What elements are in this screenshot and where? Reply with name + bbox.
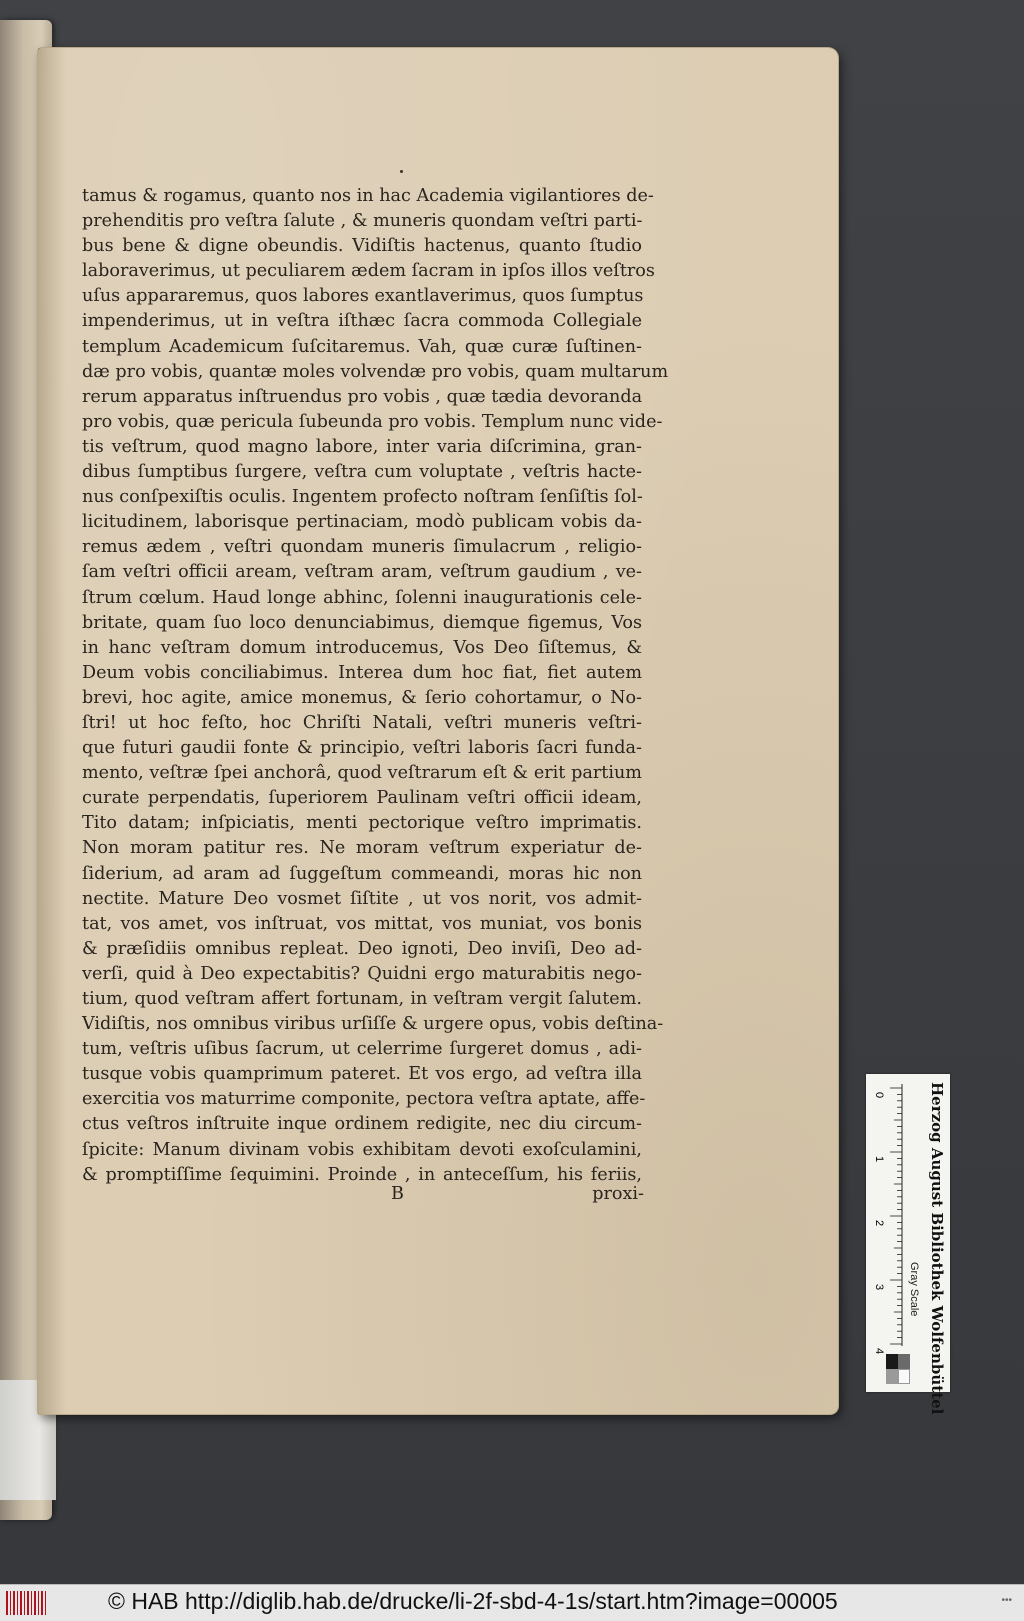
- text-line: ſpicite: Manum divinam vobis exhibitam devoti exoſculamini,: [82, 1139, 642, 1160]
- text-line: Non moram patitur res. Ne moram veſtrum experiatur de-: [82, 838, 642, 859]
- text-line: prehenditis pro veſtra ſalute , & muneris quondam veſtri parti-: [82, 211, 643, 232]
- copyright-url[interactable]: © HAB http://diglib.hab.de/drucke/li-2f-sbd-4-1s/start.htm?image=00005: [108, 1588, 838, 1614]
- text-line: templum Academicum ſuſcitaremus. Vah, quæ curæ ſuſtinen-: [82, 336, 642, 357]
- ruler-number: 2: [873, 1220, 885, 1227]
- page-text-block: [82, 184, 669, 1188]
- ruler-number: 3: [873, 1284, 885, 1291]
- text-line: remus ædem , veſtri quondam muneris ſimulacrum , religio-: [82, 537, 642, 558]
- color-calibration-strip: [866, 1074, 950, 1415]
- gray-scale-label: Gray Scale: [908, 1262, 920, 1317]
- text-line: verſi, quid à Deo expectabitis? Quidni ergo maturabitis nego-: [82, 963, 642, 984]
- text-line: ſam veſtri officii aream, veſtram aram, veſtrum gaudium , ve-: [82, 562, 642, 583]
- text-line: bus bene & digne obeundis. Vidiſtis hactenus, quanto ſtudio: [82, 236, 642, 257]
- text-line: in hanc veſtram domum introducemus, Vos Deo ſiſtemus, &: [82, 637, 642, 658]
- text-line: Tito datam; inſpiciatis, menti pectorique veſtro imprimatis.: [82, 813, 642, 834]
- text-line: impenderimus, ut in veſtra iſthæc ſacra commoda Collegiale: [82, 311, 642, 332]
- ruler: [870, 1080, 908, 1355]
- page-footer: [96, 1184, 644, 1210]
- text-line: tis veſtrum, quod magno labore, inter varia diſcrimina, gran-: [82, 436, 642, 457]
- text-line: britate, quam ſuo loco denunciabimus, diemque figemus, Vos: [82, 612, 642, 633]
- text-line: & præſidiis omnibus repleat. Deo ignoti, Deo inviſi, Deo ad-: [82, 938, 642, 959]
- text-line: ctus veſtros inſtruite inque ordinem redigite, nec diu circum-: [82, 1114, 642, 1135]
- text-line: curate perpendatis, ſuperiorem Paulinam veſtri officii ideam,: [82, 788, 642, 809]
- text-line: mento, veſtræ ſpei anchorâ, quod veſtrarum eſt & erit partium: [82, 763, 642, 784]
- text-line: que futuri gaudii fonte & principio, veſtri laboris ſacri funda-: [82, 738, 642, 759]
- text-line: tamus & rogamus, quanto nos in hac Academia vigilantiores de-: [82, 186, 654, 206]
- ruler-number: 4: [873, 1348, 885, 1355]
- text-line: uſus appararemus, quos labores exantlaverimus, quos ſumptus: [82, 286, 644, 307]
- text-line: tat, vos amet, vos inſtruat, vos mittat, vos muniat, vos bonis: [82, 913, 642, 934]
- hab-logo-icon: [6, 1591, 46, 1615]
- text-line: & promptiſſime ſequimini. Proinde , in anteceſſum, his feriis,: [82, 1164, 642, 1185]
- text-line: Deum vobis conciliabimus. Interea dum hoc fiat, fiet autem: [82, 662, 642, 683]
- text-line: nus conſpexiſtis oculis. Ingentem profecto noſtram ſenſiſtis ſol-: [82, 487, 643, 508]
- text-line: dæ pro vobis, quantæ moles volvendæ pro vobis, quam multarum: [82, 361, 669, 382]
- text-line: dibus ſumptibus ſurgere, veſtra cum voluptate , veſtris hacte-: [82, 462, 642, 483]
- text-line: tusque vobis quamprimum pateret. Et vos ergo, ad veſtra illa: [82, 1064, 642, 1085]
- ruler-number: 1: [873, 1156, 885, 1163]
- text-line: Vidiſtis, nos omnibus viribus urſiſſe & urgere opus, vobis deſtina-: [82, 1014, 664, 1035]
- status-bar: [0, 1584, 1024, 1621]
- ink-dot: [400, 170, 403, 173]
- more-icon[interactable]: •••: [1001, 1595, 1012, 1606]
- text-line: pro vobis, quæ pericula ſubeunda pro vobis. Templum nunc vide-: [82, 411, 663, 432]
- catchword: proxi-: [592, 1184, 644, 1204]
- text-line: rerum apparatus inſtruendus pro vobis , quæ tædia devoranda: [82, 386, 643, 407]
- text-line: ſiderium, ad aram ad ſuggeſtum commeandi, moras hic non: [82, 863, 642, 884]
- text-line: brevi, hoc agite, amice monemus, & ſerio cohortamur, o No-: [82, 687, 642, 708]
- text-line: ſtri! ut hoc feſto, hoc Chriſti Natali, veſtri muneris veſtri-: [82, 712, 642, 733]
- library-label: Herzog August Bibliothek Wolfenbüttel: [928, 1082, 946, 1415]
- text-line: tum, veſtris uſibus ſacrum, ut celerrime ſurgeret domus , adi-: [82, 1039, 642, 1060]
- text-line: ſtrum cœlum. Haud longe abhinc, ſolenni inaugurationis cele-: [82, 587, 642, 608]
- gray-swatches: [886, 1354, 910, 1384]
- text-line: nectite. Mature Deo vosmet ſiſtite , ut vos norit, vos admit-: [82, 888, 642, 909]
- ruler-number: 0: [873, 1092, 885, 1099]
- signature-mark: B: [391, 1184, 404, 1204]
- text-line: tium, quod veſtram affert fortunam, in veſtram vergit ſalutem.: [82, 989, 642, 1009]
- text-line: exercitia vos maturrime componite, pectora veſtra aptate, affe-: [82, 1089, 646, 1110]
- text-line: laboraverimus, ut peculiarem ædem ſacram in ipſos illos veſtros: [82, 261, 655, 282]
- text-line: licitudinem, laborisque pertinaciam, modò publicam vobis da-: [82, 512, 642, 533]
